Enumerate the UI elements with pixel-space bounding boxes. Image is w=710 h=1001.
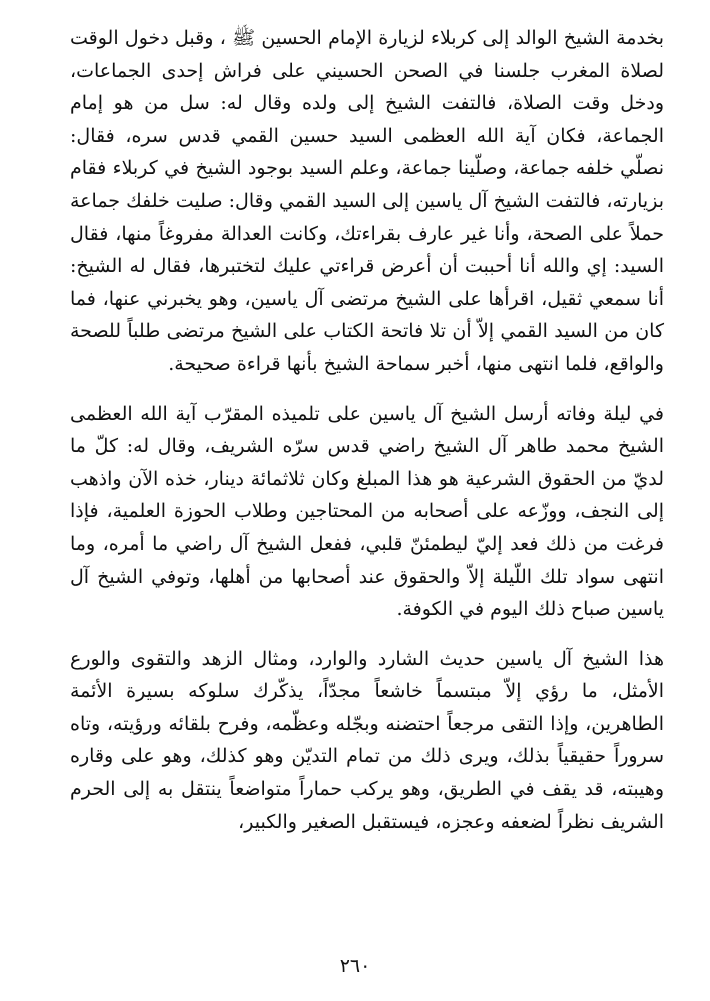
- paragraph-2: في ليلة وفاته أرسل الشيخ آل ياسين على تلميذه المقرّب آية الله العظمى الشيخ محمد طاهر آل الشيخ راضي قدس سرّه الشريف، وقال له: كلّ ما لديّ من الحقوق الشرعية هو هذا المبلغ وكان ثلاثمائة دينار، خذه الآن واذهب إلى النجف، ووزّعه على أصحابه من المحتاجين وطلاب الحوزة العلمية، فإذا فرغت من ذلك فعد إليّ ليطمئنّ قلبي، ففعل الشيخ آل راضي ما أمره، وما انتهى سواد تلك اللّيلة إلاّ والحقوق عند أصحابها من أهلها، وتوفي الشيخ آل ياسين صباح ذلك اليوم في الكوفة.: [70, 402, 664, 621]
- paragraph-1: بخدمة الشيخ الوالد إلى كربلاء لزيارة الإمام الحسين ﷺ ، وقبل دخول الوقت لصلاة المغرب جلسنا في الصحن الحسيني على فراش إحدى الجماعات، ودخل وقت الصلاة، فالتفت الشيخ إلى ولده وقال له: سل من هو إمام الجماعة، فكان آية الله العظمى السيد حسين القمي قدس سره، فقال: نصلّي خلفه جماعة، وصلّينا جماعة، وعلم السيد بوجود الشيخ في كربلاء فقام بزيارته، فالتفت الشيخ آل ياسين إلى السيد القمي وقال: صليت خلفك جماعة حملاً على الصحة، وأنا غير عارف بقراءتك، وكانت العدالة مفروغاً منها، فقال السيد: إي والله أنا أحببت أن أعرض قراءتي عليك لتختبرها، فقال له الشيخ: أنا سمعي ثقيل، اقرأها على الشيخ مرتضى آل ياسين، وهو يخبرني عنها، فما كان من السيد القمي إلاّ أن تلا فاتحة الكتاب على الشيخ مرتضى طلباً للصحة والواقع، فلما انتهى منها، أخبر سماحة الشيخ بأنها قراءة صحيحة.: [70, 27, 664, 375]
- paragraph-3: هذا الشيخ آل ياسين حديث الشارد والوارد، ومثال الزهد والتقوى والورع الأمثل، ما رؤي إلاّ مبتسماً خاشعاً مجدّاً، يذكّرك سلوكه بسيرة الأئمة الطاهرين، وإذا التقى مرجعاً احتضنه وبجّله وعظّمه، وفرح بلقائه ورؤيته، وتاه سروراً حقيقياً بذلك، ويرى ذلك من تمام التديّن وهو كذلك، وهو على وقاره وهيبته، قد يقف في الطريق، وهو يركب حماراً متواضعاً ينتقل به إلى الحرم الشريف نظراً لضعفه وعجزه، فيستقبل الصغير والكبير،: [70, 647, 664, 833]
- page-number: ٢٦٠: [339, 955, 371, 977]
- page-body: [70, 22, 664, 838]
